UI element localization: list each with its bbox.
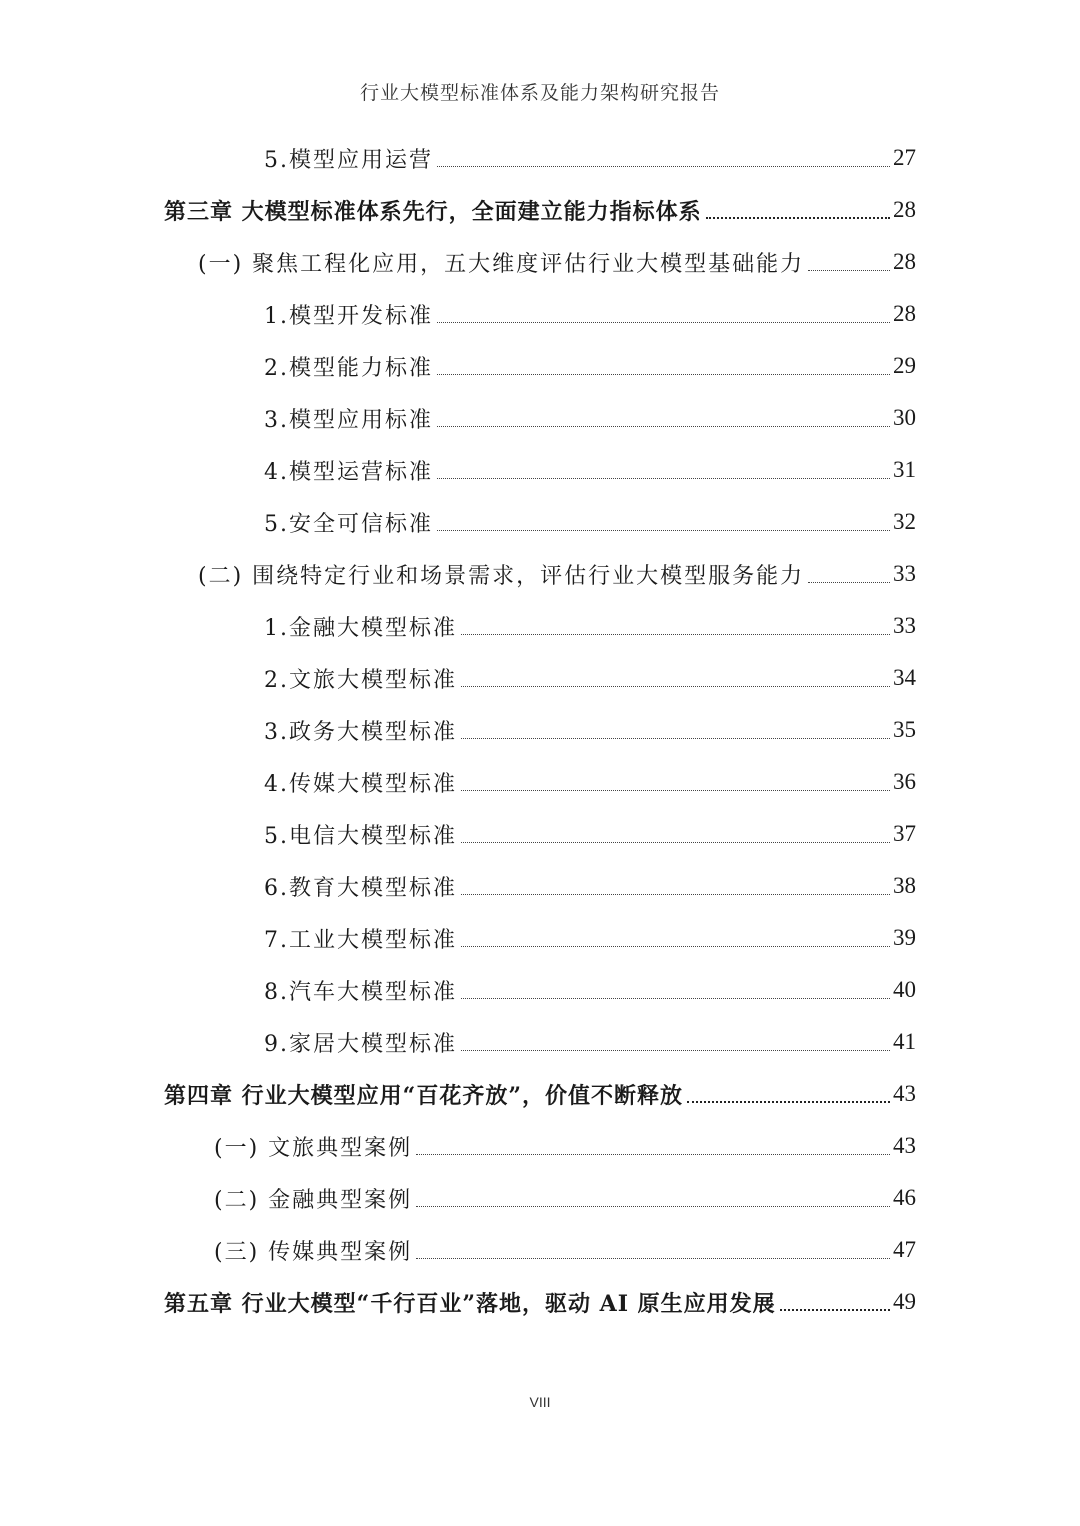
dot-leader [437, 166, 890, 167]
toc-entry[interactable] [264, 860, 916, 912]
toc-entry-page: 46 [893, 1185, 916, 1210]
toc-entry-page: 31 [893, 457, 916, 482]
toc-entry[interactable] [264, 392, 916, 444]
toc-entry-page: 27 [893, 145, 916, 170]
toc-entry-title: (二) 围绕特定行业和场景需求，评估行业大模型服务能力 [198, 563, 805, 589]
toc-entry-title: 第四章 行业大模型应用“百花齐放”，价值不断释放 [164, 1082, 683, 1109]
toc-entry-title: 6.教育大模型标准 [264, 875, 457, 901]
toc-entry-page: 28 [893, 197, 916, 222]
toc-entry-page: 39 [893, 925, 916, 950]
dot-leader [437, 374, 890, 375]
dot-leader [780, 1309, 890, 1311]
dot-leader [416, 1258, 890, 1259]
dot-leader [416, 1154, 890, 1155]
toc-entry-title: 1.模型开发标准 [264, 303, 433, 329]
toc-entry[interactable] [264, 652, 916, 704]
toc-entry-title: 5.电信大模型标准 [264, 823, 457, 849]
toc-section-entry[interactable] [214, 1172, 916, 1224]
dot-leader [808, 582, 890, 583]
dot-leader [461, 790, 890, 791]
toc-entry-page: 30 [893, 405, 916, 430]
toc-entry-title: (一) 文旅典型案例 [214, 1135, 413, 1161]
dot-leader [437, 478, 890, 479]
page-number: VIII [529, 1394, 551, 1410]
dot-leader [808, 270, 890, 271]
dot-leader [437, 530, 890, 531]
toc-entry[interactable] [264, 912, 916, 964]
toc-entry-title: 2.文旅大模型标准 [264, 667, 457, 693]
toc-chapter-entry[interactable] [164, 184, 916, 236]
toc-section-entry[interactable] [198, 236, 916, 288]
toc-entry[interactable] [264, 756, 916, 808]
toc-entry-title: (二) 金融典型案例 [214, 1187, 413, 1213]
toc-chapter-entry[interactable] [164, 1068, 916, 1120]
toc-entry[interactable] [264, 808, 916, 860]
toc-entry-title: 第三章 大模型标准体系先行，全面建立能力指标体系 [164, 198, 702, 225]
toc-entry-page: 43 [893, 1081, 916, 1106]
toc-entry[interactable] [264, 288, 916, 340]
dot-leader [461, 842, 890, 843]
dot-leader [461, 738, 890, 739]
toc-entry[interactable] [264, 444, 916, 496]
toc-entry-title: 9.家居大模型标准 [264, 1031, 457, 1057]
toc-entry-page: 32 [893, 509, 916, 534]
toc-entry-page: 33 [893, 561, 916, 586]
toc-entry-title: 7.工业大模型标准 [264, 927, 457, 953]
toc-entry-title: 5.模型应用运营 [264, 147, 433, 173]
toc-entry-title: (三) 传媒典型案例 [214, 1239, 413, 1265]
dot-leader [461, 1050, 890, 1051]
toc-section-entry[interactable] [214, 1224, 916, 1276]
toc-entry-title: (一) 聚焦工程化应用，五大维度评估行业大模型基础能力 [198, 251, 805, 277]
dot-leader [461, 998, 890, 999]
toc-entry-title: 4.传媒大模型标准 [264, 771, 457, 797]
toc-entry[interactable] [264, 704, 916, 756]
dot-leader [437, 322, 890, 323]
dot-leader [461, 894, 890, 895]
toc-entry-page: 33 [893, 613, 916, 638]
dot-leader [461, 634, 890, 635]
toc-entry-page: 43 [893, 1133, 916, 1158]
toc-entry-page: 34 [893, 665, 916, 690]
toc-entry-page: 36 [893, 769, 916, 794]
toc-section-entry[interactable] [198, 548, 916, 600]
toc-entry-title: 3.政务大模型标准 [264, 719, 457, 745]
toc-entry-page: 49 [893, 1289, 916, 1314]
dot-leader [437, 426, 890, 427]
toc-entry-title: 第五章 行业大模型“千行百业”落地，驱动 AI 原生应用发展 [164, 1290, 776, 1317]
toc-entry-page: 35 [893, 717, 916, 742]
toc-chapter-entry[interactable] [164, 1276, 916, 1328]
running-header: 行业大模型标准体系及能力架构研究报告 [359, 82, 720, 104]
toc-entry-title: 1.金融大模型标准 [264, 615, 457, 641]
toc-section-entry[interactable] [214, 1120, 916, 1172]
dot-leader [687, 1101, 890, 1103]
toc-entry[interactable] [264, 600, 916, 652]
toc-entry[interactable] [264, 496, 916, 548]
toc-entry-page: 47 [893, 1237, 916, 1262]
toc-entry-title: 4.模型运营标准 [264, 459, 433, 485]
toc-entry[interactable] [264, 964, 916, 1016]
dot-leader [706, 217, 890, 219]
toc-entry-title: 8.汽车大模型标准 [264, 979, 457, 1005]
dot-leader [461, 686, 890, 687]
dot-leader [461, 946, 890, 947]
toc-entry[interactable] [264, 340, 916, 392]
toc-entry[interactable] [264, 1016, 916, 1068]
toc-entry-page: 38 [893, 873, 916, 898]
dot-leader [416, 1206, 890, 1207]
toc-entry-page: 28 [893, 249, 916, 274]
toc-entry-page: 37 [893, 821, 916, 846]
toc-entry-page: 28 [893, 301, 916, 326]
toc-entry-title: 5.安全可信标准 [264, 511, 433, 537]
toc-entry-page: 41 [893, 1029, 916, 1054]
toc-entry-page: 40 [893, 977, 916, 1002]
toc-entry[interactable] [264, 132, 916, 184]
toc-entry-title: 3.模型应用标准 [264, 407, 433, 433]
toc-entry-title: 2.模型能力标准 [264, 355, 433, 381]
toc-entry-page: 29 [893, 353, 916, 378]
